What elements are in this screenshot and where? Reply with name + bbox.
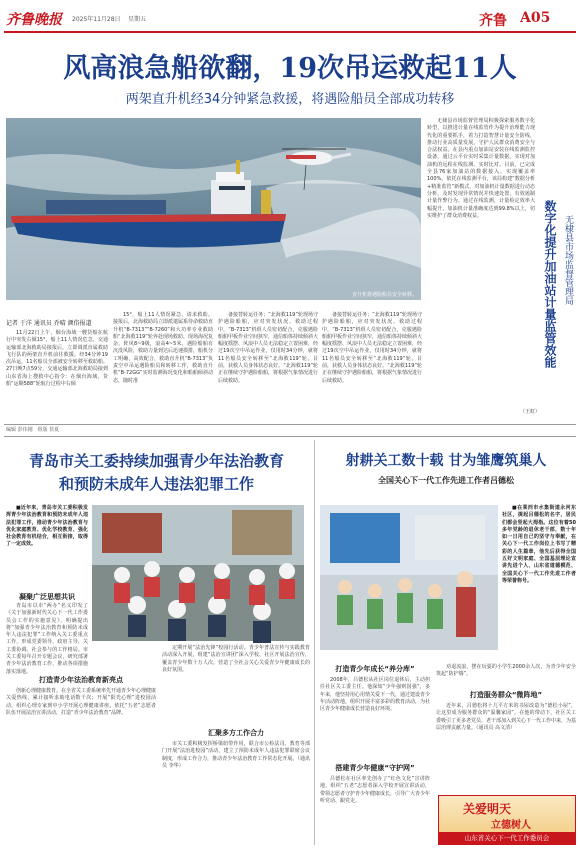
left-mid-text: 定期开展“法治先锋”校园行活动。青少年普法宣传与实践教育活动深入开展，组建“法治宣讲团”深入学校、社区开展法治宣传，覆盖青少年数十万人次，营造了全社会关心关爱青少年健康成长的良好氛围。 bbox=[162, 645, 310, 673]
banner-slogan-2: 立德树人 bbox=[491, 820, 531, 831]
right-story-headline: 射耕关工数十载 甘为雏鹰筑巢人 bbox=[345, 453, 547, 469]
divider bbox=[4, 436, 576, 437]
left-p2 bbox=[6, 688, 156, 843]
banner-slogan-1: 关爱明天 bbox=[463, 802, 512, 816]
left-sub-2: 打造青少年法治教育新亮点 bbox=[39, 676, 123, 684]
right-p2-text: 吕德松在社区率先创办了“红色文化”宣讲阵地，组织“五老”志愿者深入学校开展宣讲活动，带领志愿者守护青少年健康成长，引导广大青少年听党话、跟党走。 bbox=[320, 776, 431, 804]
right-story-subhead: 全国关心下一代工作先进工作者吕德松 bbox=[378, 476, 514, 485]
masthead bbox=[0, 0, 580, 36]
left-story-headline-2: 和预防未成年人违法犯罪工作 bbox=[58, 475, 254, 493]
rescue-photo-illustration bbox=[6, 118, 421, 300]
right-p1 bbox=[320, 677, 430, 757]
lead-headline: 风高浪急船欲翻，19次吊运救起11人 bbox=[63, 53, 517, 84]
left-mid2 bbox=[162, 741, 310, 843]
editors-line: 编辑 彭伟刚 组版 侯夏 bbox=[6, 427, 60, 433]
right-p2 bbox=[320, 776, 430, 844]
left-mid bbox=[162, 645, 310, 723]
students-photo bbox=[92, 505, 304, 641]
photo-caption: 直升机将遇险船员安全转移。 bbox=[351, 292, 417, 298]
newspaper-logo: 齐鲁晚报 bbox=[6, 12, 62, 28]
lead-byline: 记者 于洋 通讯员 乔晴 颜俗报道 bbox=[6, 320, 92, 327]
left-story-headline-1: 青岛市关工委持续加强青少年法治教育 bbox=[28, 452, 284, 470]
right-p3 bbox=[436, 703, 576, 789]
lead-col-3 bbox=[218, 312, 318, 418]
left-p2-text: 创新心理健康教育。在全省关工委系统率先开通青少年心理健康关爱热线，累计接听求助电话数千次；开展“阳光心理”进校园活动，组织心理专家到中小学开展心理健康讲座。依托“五老”志愿者队伍开展法治宣讲活动，打造“青少年法治教育”品牌。 bbox=[6, 688, 157, 716]
right-col2a-text: 劝退流浪，摆在玩耍的小学生2000余人次，为青少年安全筑起“防护墙”。 bbox=[436, 664, 576, 678]
right-intro bbox=[502, 505, 576, 660]
lead-col-2-text: 15°，船上11人情况紧急，请求救助。接报后，北海救助局立即派遣属系待命救助直升机“B-7313”“B-7260”和大功率专业救助船“北海救119”轮奔赴现场救助。现场海况复杂，阵风8~9级，浪高4~5米，遇险船舶有沉没风险，救助力量到达后迅速摸排，船机分工明确，高效配合，救助直升机“B-7313”负责空中吊运遇险船员和转移工作，救助直升机“B-72GG”实时监测海况变化和船舶倾斜动态，随时准 bbox=[113, 312, 214, 384]
volunteer-photo-illustration bbox=[320, 505, 498, 650]
left-sub-3: 汇聚多方工作合力 bbox=[208, 729, 264, 737]
masthead-rule bbox=[4, 31, 576, 33]
right-sub-3: 打造服务群众“微阵地” bbox=[469, 691, 543, 699]
right-sub-1: 打造青少年成长“养分库” bbox=[335, 665, 415, 673]
right-intro-text: ■在莱西市水集街道永河东社区，提起吕德松的名字，居民们都会竖起大拇指。这位有着50多年党龄的退休老干部，数十年如一日用自己的坚守与奉献，在关心下一代工作岗位上书写了精彩的人生篇章，他先后获得全国五好文明家庭、全国基层理论宣讲先进个人、山东省道德模范、全国关心下一代工作先进工作者等荣誉称号。 bbox=[502, 505, 576, 584]
issue-weekday: 星期五 bbox=[128, 16, 147, 23]
lead-col-3-text: 备接替转运任务；“北海救119”轮现场守护遇险船舶，应对突发状况。救助过程中，“B-7313”机组人员密切配合，克服遇险船舶甲板作业空间狭窄，通信船体持续倾斜大幅度摇摆、风浪中人员无法稳定立置困难，经过19次空中吊运作业，仅用时34分钟，就将11名船员安全转移至“北海救119”轮。目前，获救人员身体状态良好。“北海救119”轮正在继续守护遇险船舶，将根据气象情况进行后续救助。 bbox=[218, 312, 319, 384]
side-story-byline: 无棣县市场监督管理局 bbox=[563, 215, 573, 305]
lead-subhead: 两架直升机经34分钟紧急救援，将遇险船员全部成功转移 bbox=[125, 92, 455, 107]
left-p1 bbox=[6, 603, 88, 675]
side-story-body bbox=[427, 118, 535, 418]
promo-banner bbox=[438, 795, 576, 845]
students-photo-illustration bbox=[92, 505, 304, 641]
lead-col-2 bbox=[113, 312, 213, 418]
right-sub-2: 搭建青少年健康“守护网” bbox=[335, 764, 415, 772]
section-name: 齐鲁 bbox=[479, 13, 507, 29]
issue-date: 2025年11月28日 bbox=[72, 16, 121, 23]
left-sub-1: 凝聚广泛思想共识 bbox=[19, 593, 75, 601]
lead-col-1 bbox=[6, 330, 108, 418]
left-story-intro-text: ■近年来，青岛市关工委积极发挥青少年法治教育和预防未成年人违法犯罪工作，推动青少年法治教育与优化家庭教育、优化学校教育、强化社会教育有机结合，相互衔接，取得了一定成效。 bbox=[6, 505, 88, 548]
left-mid2-text: 市关工委积极发挥桥梁纽带作用，联合市公检法司、教育等部门开展“法治进校园”活动，建立了预防未成年人违法犯罪联席会议制度，形成工作合力，推动青少年法治教育工作常态化开展。（通讯员 李华） bbox=[162, 741, 310, 769]
side-story-text: 无棣县市场监督管理局积极探索服务数字化转型，以推进计量在线监管作为提升治理能力现代化的重要抓手，着力打造智慧计量安全防线，推动行业高质量发展，守护人民群众消费安全与合法权益。在县内重点加油站安装在线监测监控设备，通过云平台实时采集计量数据，实现对加油机的远程在线监测、实时比对。目前，已完成全县76家加油站的数据接入，实现覆盖率100%。依托在线监测平台，该局构建“数据分析+精准监管”新模式，对加油机计量数据进行动态分析，及时发现异常情况并快速处置，有效遏制计量作弊行为。通过在线监测，计量检定效率大幅提升，加油机计量准确度达到99.8%以上，切实维护了群众消费权益。 bbox=[427, 118, 535, 219]
lead-col-1-text: 11月22日上午，烟台海域一艘货船在航行中突发右倾15°，船上11人情况危急，交通运输部北海救助局接报后，立即调派直属救助飞行队的两架直升机前往救援。经34分钟19次吊运，11名船员全部被安全转移至救助船。27日晚7点59分，交通运输部北海救助局接到山东省海上搜救中心指令：在烟台海域，货船“运顺588”轮航行过程中右倾 bbox=[6, 330, 108, 388]
side-story-title: 数字化提升加油站计量监管效能 bbox=[543, 200, 557, 368]
column-divider bbox=[314, 440, 315, 845]
right-p3-text: 近年来，吕德松将十几平方米的书屋改造为“德松小屋”，让这里成为服务群众的“温馨家园”。在他的带动下，社区关工委吸引了更多老党员、老干部加入到关心下一代工作中来，为基层治理贡献力量。（通讯员 高文清） bbox=[436, 703, 577, 731]
page-number: A05 bbox=[520, 10, 551, 26]
left-p1-text: 青岛市以市“两办”名义印发了《关于加强新时代关心下一代工作委员会工作的实施意见》，明确提出将“加强青少年法治教育和预防未成年人违法犯罪”工作纳入关工委重点工作，形成党委领导、政府主导、关工委协调、社会参与的工作格局。市关工委每年召开专题会议，研究部署青少年法治教育工作，推动各项措施落实落地。 bbox=[6, 603, 88, 675]
divider bbox=[4, 424, 576, 425]
right-col2a bbox=[436, 664, 576, 684]
lead-col-3b-text: 备接替转运任务；“北海救119”轮现场守护遇险船舶，应对突发状况。救助过程中，“B-7313”机组人员密切配合，克服遇险船舶甲板作业空间狭窄，通信船体持续倾斜大幅度摇摆、风浪中人员无法稳定立置困难，经过19次空中吊运作业，仅用时34分钟，就将11名船员安全转移至“北海救119”轮。目前，获救人员身体状态良好。“北海救119”轮正在继续守护遇险船舶，将根据气象情况进行后续救助。 bbox=[322, 312, 423, 384]
banner-footer: 山东省关心下一代工作委员会 bbox=[439, 832, 575, 844]
left-story-intro bbox=[6, 505, 88, 587]
rescue-photo bbox=[6, 118, 421, 300]
lead-col-3b bbox=[322, 312, 422, 418]
right-p1-text: 2008年，吕德松从社区岗位退休后，主动担任社区关工委主任。他深知“少年强则国强”，多年来，他坚持用心用情关爱下一代，通过建设青少年活动阵地，组织开展丰富多彩的教育活动，为社区青少年健康成长营造良好环境。 bbox=[320, 677, 431, 713]
volunteer-photo bbox=[320, 505, 498, 650]
side-story-end: （王虹） bbox=[520, 409, 541, 415]
